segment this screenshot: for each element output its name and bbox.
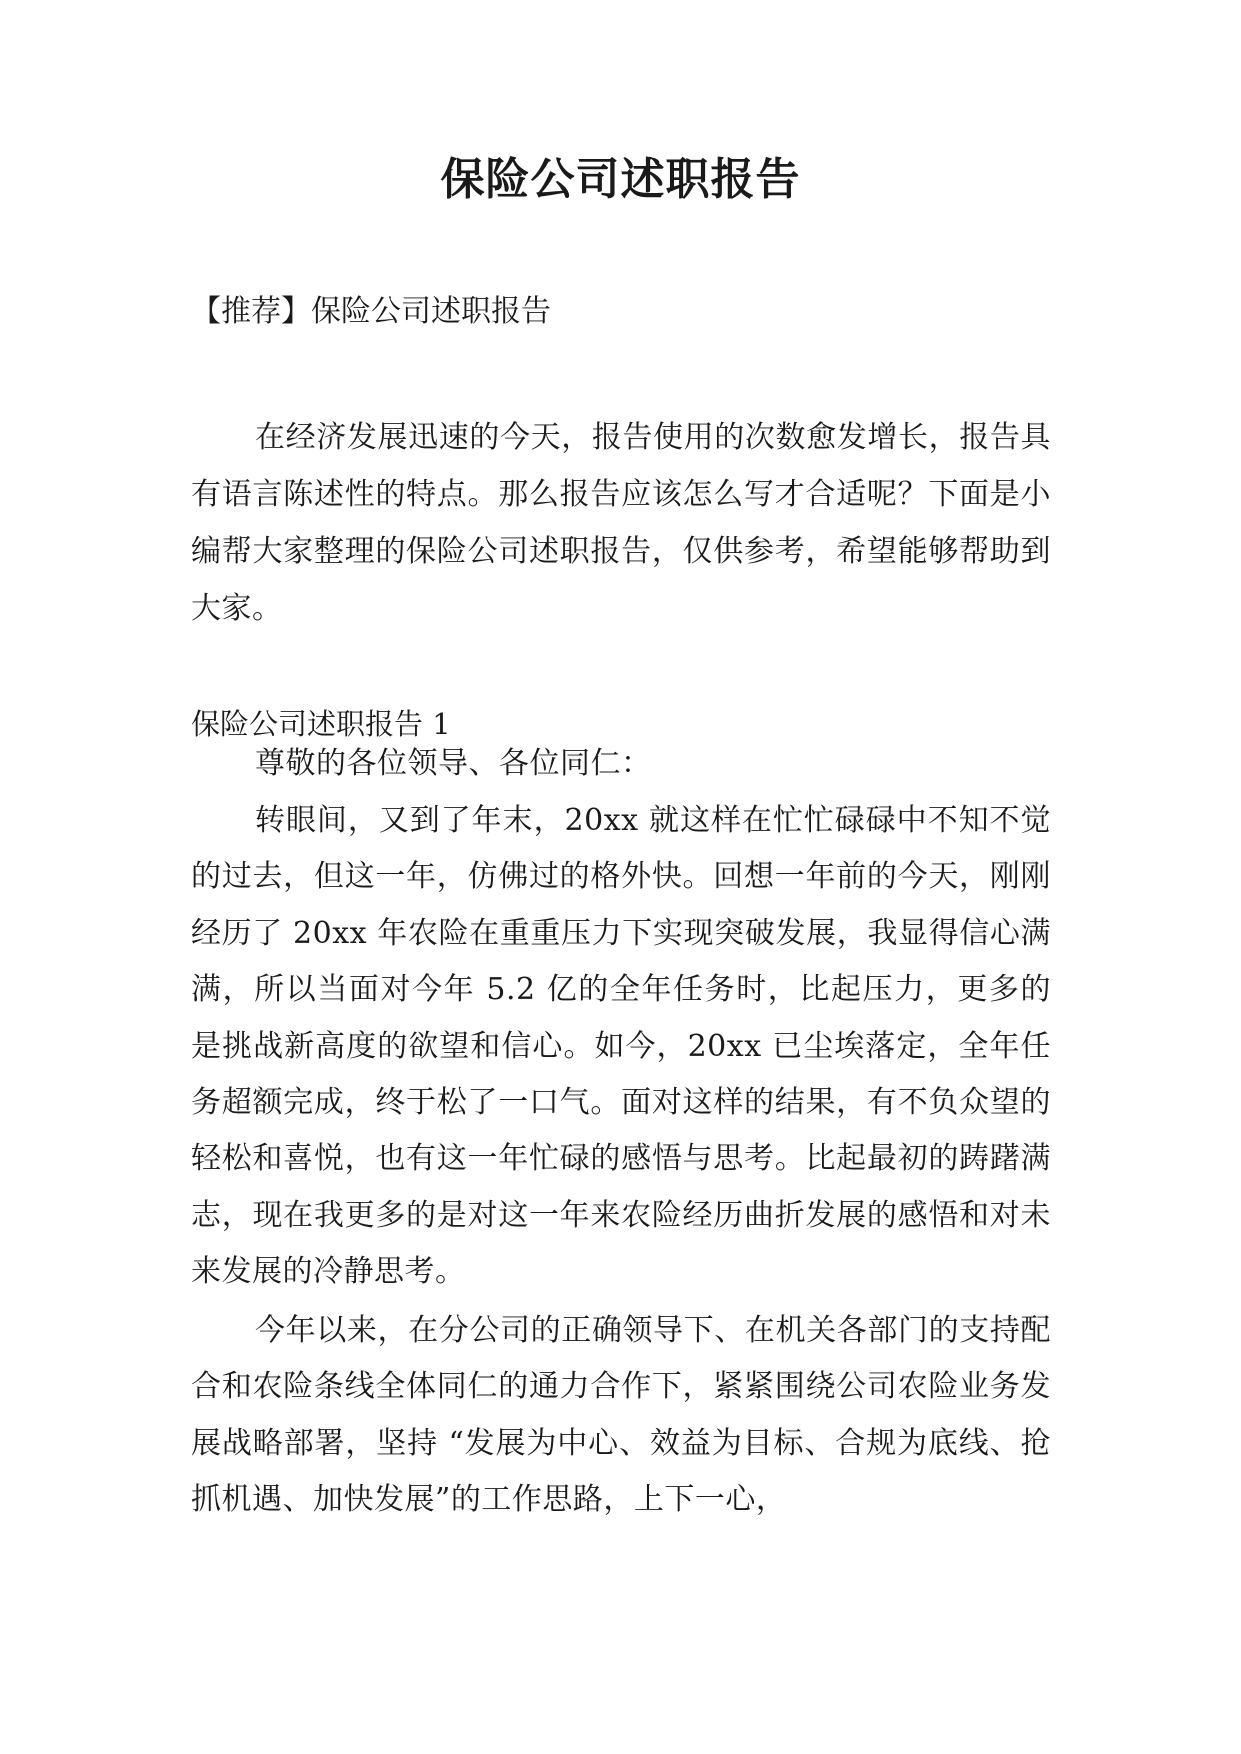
document-subtitle: 【推荐】保险公司述职报告 bbox=[191, 294, 551, 329]
intro-paragraph: 在经济发展迅速的今天，报告使用的次数愈发增长，报告具有语言陈述性的特点。那么报告应该怎么写才合适呢？下面是小编帮大家整理的保险公司述职报告，仅供参考，希望能够帮助到大家。 bbox=[191, 420, 1051, 626]
section-heading: 保险公司述职报告 1 bbox=[191, 707, 451, 741]
body-paragraph-2: 今年以来，在分公司的正确领导下、在机关各部门的支持配合和农险条线全体同仁的通力合作下，紧紧围绕公司农险业务发展战略部署，坚持 “发展为中心、效益为目标、合规为底线、抢抓机遇、加快发展”的工作思路，上下一心， bbox=[191, 1313, 1051, 1518]
body-paragraph-1: 转眼间，又到了年末，20xx 就这样在忙忙碌碌中不知不觉的过去，但这一年，仿佛过的格外快。回想一年前的今天，刚刚经历了 20xx 年农险在重重压力下实现突破发展，我显得信心满满，所以当面对今年 5.2 亿的全年任务时，比起压力，更多的是挑战新高度的欲望和信心。如今，20xx 已尘埃落定，全年任务超额完成，终于松了一口气。面对这样的结果，有不负众望的轻松和喜悦，也有这一年忙碌的感悟与思考。比起最初的踌躇满志，现在我更多的是对这一年来农险经历曲折发展的感悟和对未来发展的冷静思考。 bbox=[191, 803, 1051, 1290]
document-title: 保险公司述职报告 bbox=[440, 154, 801, 205]
greeting-line: 尊敬的各位领导、各位同仁： bbox=[255, 746, 652, 781]
